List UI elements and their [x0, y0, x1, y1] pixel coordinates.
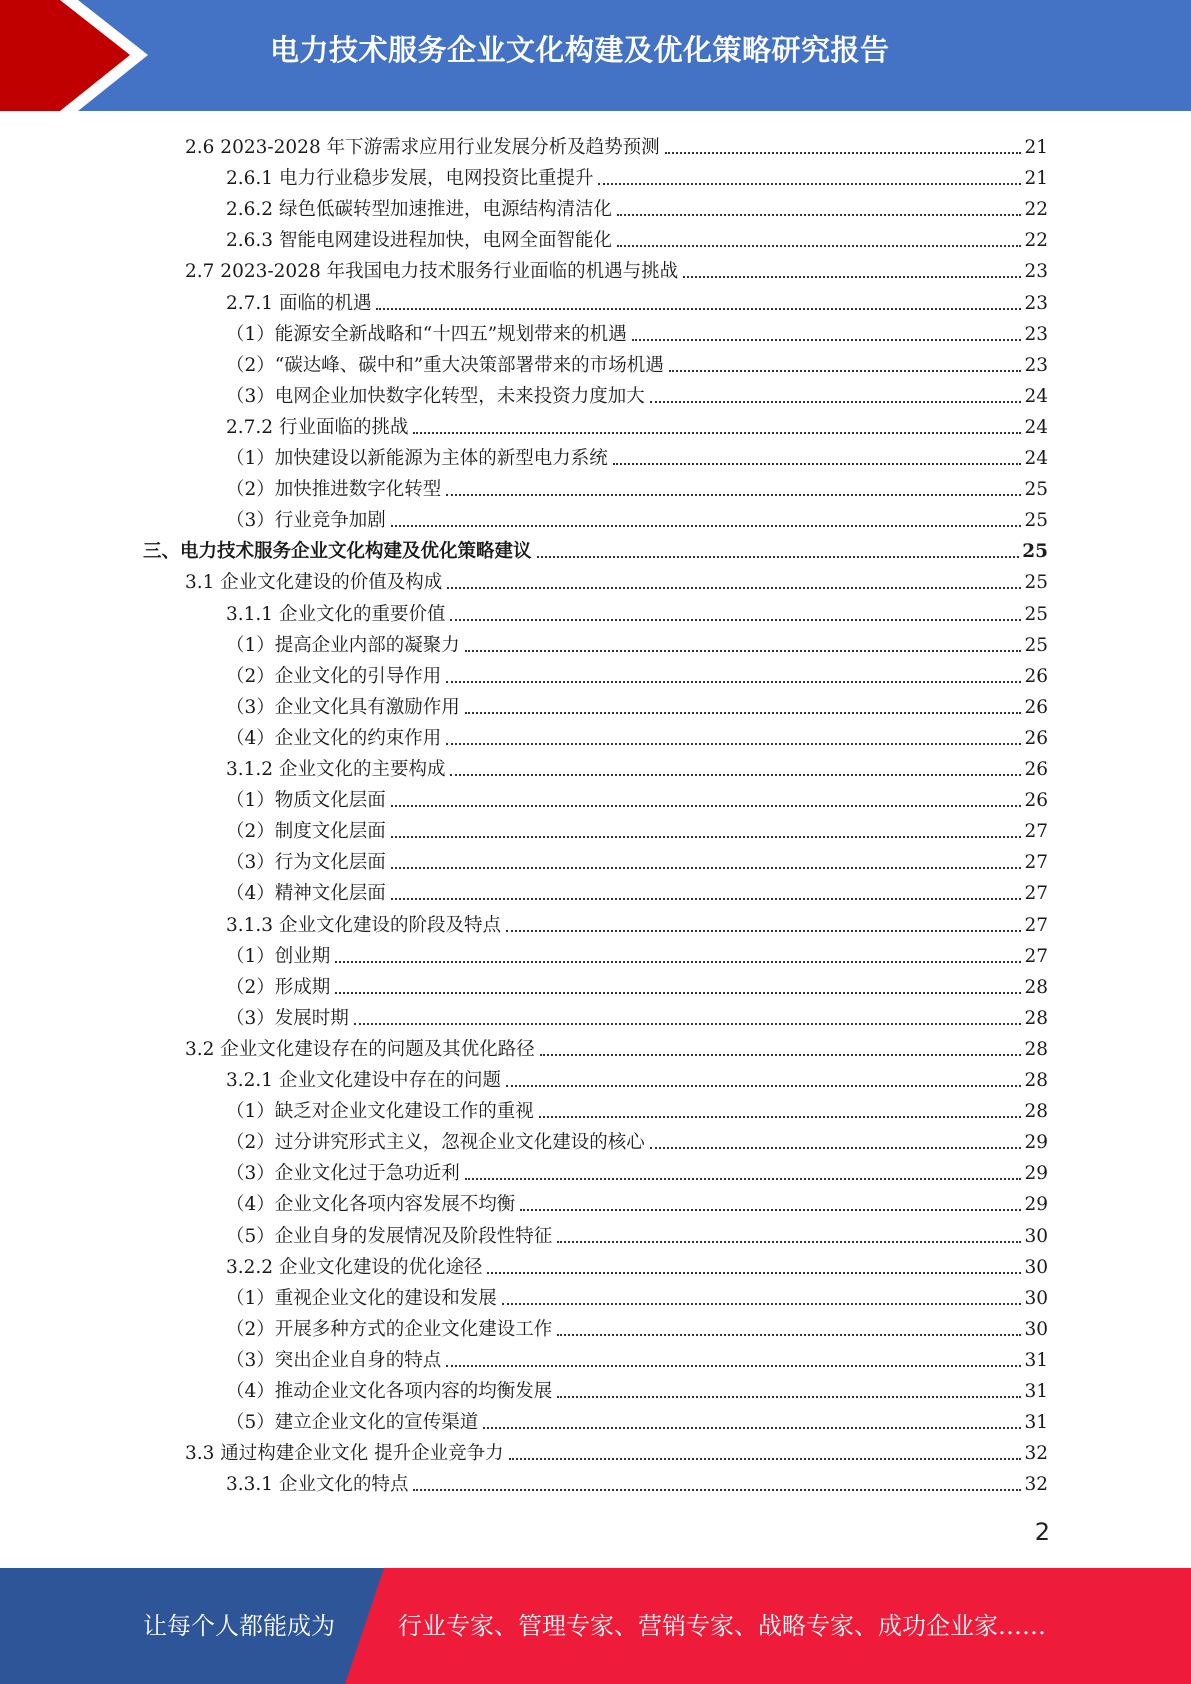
toc-entry-title: 2.6 2023-2028 年下游需求应用行业发展分析及趋势预测	[185, 137, 660, 158]
toc-entry-title: （1）创业期	[226, 945, 331, 967]
toc-entry[interactable]	[185, 1030, 1048, 1061]
report-title: 电力技术服务企业文化构建及优化策略研究报告	[270, 33, 890, 67]
toc-entry-title: （5）建立企业文化的宣传渠道	[226, 1412, 479, 1434]
toc-dot-leader	[509, 1457, 1022, 1460]
toc-dot-leader	[465, 1177, 1022, 1180]
toc-entry-title: （1）重视企业文化的建设和发展	[226, 1287, 497, 1309]
toc-entry-page: 31	[1024, 1381, 1048, 1402]
toc-entry-page: 28	[1024, 1038, 1048, 1060]
toc-entry-page: 28	[1024, 1101, 1048, 1123]
toc-dot-leader	[557, 1395, 1021, 1398]
toc-entry-page: 25	[1024, 479, 1048, 501]
toc-dot-leader	[450, 773, 1021, 776]
toc-entry-title: （2）企业文化的引导作用	[226, 665, 442, 687]
toc-entry-page: 24	[1024, 448, 1048, 469]
toc-entry[interactable]	[226, 439, 1048, 470]
toc-entry-title: （3）企业文化过于急功近利	[226, 1163, 460, 1185]
toc-dot-leader	[446, 1364, 1021, 1367]
toc-entry[interactable]	[226, 190, 1048, 221]
toc-dot-leader	[632, 338, 1022, 341]
toc-entry-title: 3.1.3 企业文化建设的阶段及特点	[226, 914, 501, 936]
toc-entry-page: 32	[1024, 1443, 1048, 1465]
toc-entry-page: 23	[1024, 261, 1048, 283]
toc-dot-leader	[391, 835, 1022, 838]
toc-entry[interactable]	[226, 346, 1048, 377]
toc-entry-title: （4）精神文化层面	[226, 883, 386, 905]
toc-entry-title: 3.2.2 企业文化建设的优化途径	[226, 1256, 483, 1278]
footer-slogan-left: 让每个人都能成为	[143, 1612, 335, 1640]
toc-dot-leader	[557, 1240, 1021, 1243]
toc-entry-page: 25	[1024, 510, 1048, 532]
toc-dot-leader	[683, 275, 1021, 278]
toc-entry-page: 29	[1024, 1163, 1048, 1185]
toc-dot-leader	[450, 618, 1021, 621]
toc-entry-title: （2）形成期	[226, 976, 331, 998]
toc-entry[interactable]	[226, 501, 1048, 532]
toc-entry-title: 2.6.3 智能电网建设进程加快，电网全面智能化	[226, 230, 612, 252]
toc-entry-page: 26	[1024, 665, 1048, 687]
toc-entry[interactable]	[226, 1248, 1048, 1279]
toc-entry-page: 23	[1024, 323, 1048, 345]
toc-entry-title: （3）行业竞争加剧	[226, 510, 386, 532]
toc-entry-page: 27	[1024, 821, 1048, 843]
toc-dot-leader	[617, 244, 1021, 247]
toc-entry-page: 27	[1024, 883, 1048, 905]
toc-entry[interactable]	[226, 1310, 1048, 1341]
toc-entry[interactable]	[226, 1465, 1048, 1496]
toc-entry[interactable]	[226, 1403, 1048, 1434]
toc-dot-leader	[391, 897, 1022, 900]
toc-entry[interactable]	[185, 563, 1048, 594]
toc-entry-title: 2.7.2 行业面临的挑战	[226, 416, 409, 438]
toc-entry-page: 30	[1024, 1256, 1048, 1278]
toc-entry[interactable]	[226, 1154, 1048, 1185]
toc-entry-title: （1）物质文化层面	[226, 790, 386, 812]
toc-entry-title: （1）能源安全新战略和“十四五”规划带来的机遇	[226, 323, 627, 345]
toc-entry[interactable]	[226, 595, 1048, 626]
toc-entry[interactable]	[226, 1061, 1048, 1092]
toc-entry-title: 3.3 通过构建企业文化 提升企业竞争力	[185, 1443, 504, 1465]
toc-dot-leader	[502, 1302, 1022, 1305]
toc-entry-title: 3.2.1 企业文化建设中存在的问题	[226, 1070, 501, 1091]
toc-dot-leader	[539, 1115, 1022, 1118]
toc-entry[interactable]	[226, 626, 1048, 657]
toc-entry-page: 26	[1024, 759, 1048, 780]
toc-dot-leader	[335, 960, 1021, 963]
toc-dot-leader	[613, 462, 1022, 465]
toc-dot-leader	[506, 1084, 1021, 1087]
toc-entry-page: 27	[1024, 914, 1048, 936]
toc-dot-leader	[650, 400, 1022, 403]
toc-entry-title: （3）行为文化层面	[226, 852, 386, 874]
toc-entry[interactable]	[226, 221, 1048, 252]
toc-entry[interactable]	[226, 781, 1048, 812]
toc-entry-title: 三、电力技术服务企业文化构建及优化策略建议	[143, 541, 532, 563]
toc-entry[interactable]	[226, 750, 1048, 781]
toc-entry[interactable]	[226, 719, 1048, 750]
toc-entry[interactable]	[226, 159, 1048, 190]
toc-entry-title: （2）过分讲究形式主义，忽视企业文化建设的核心	[226, 1132, 645, 1154]
toc-entry-page: 26	[1024, 727, 1048, 749]
toc-entry-title: （1）加快建设以新能源为主体的新型电力系统	[226, 448, 608, 469]
toc-dot-leader	[617, 213, 1021, 216]
toc-entry-title: （3）突出企业自身的特点	[226, 1349, 442, 1371]
toc-entry-title: （3）企业文化具有激励作用	[226, 696, 460, 718]
toc-dot-leader	[537, 555, 1020, 558]
toc-entry[interactable]	[226, 843, 1048, 874]
toc-entry-page: 24	[1024, 385, 1048, 407]
toc-entry-page: 22	[1024, 199, 1048, 221]
toc-entry-title: （4）企业文化各项内容发展不均衡	[226, 1194, 516, 1216]
toc-dot-leader	[447, 586, 1021, 589]
toc-entry-page: 22	[1024, 230, 1048, 252]
toc-entry-title: （4）推动企业文化各项内容的均衡发展	[226, 1381, 553, 1402]
toc-entry-title: 3.1 企业文化建设的价值及构成	[185, 572, 443, 594]
toc-dot-leader	[413, 1488, 1021, 1491]
toc-dot-leader	[483, 1426, 1021, 1429]
toc-dot-leader	[391, 804, 1022, 807]
toc-entry-page: 30	[1024, 1318, 1048, 1340]
toc-entry-title: （2）制度文化层面	[226, 821, 386, 843]
toc-dot-leader	[487, 1271, 1021, 1274]
toc-entry[interactable]	[226, 688, 1048, 719]
page-header	[0, 0, 1191, 111]
toc-dot-leader	[540, 1053, 1022, 1056]
toc-dot-leader	[557, 1333, 1021, 1336]
toc-entry-page: 25	[1022, 541, 1048, 563]
toc-entry[interactable]	[226, 999, 1048, 1030]
toc-entry[interactable]	[226, 906, 1048, 937]
toc-dot-leader	[446, 680, 1021, 683]
toc-dot-leader	[665, 151, 1022, 154]
toc-entry[interactable]	[226, 1123, 1048, 1154]
toc-entry-title: 2.7 2023-2028 年我国电力技术服务行业面临的机遇与挑战	[185, 261, 679, 283]
toc-entry-page: 27	[1024, 945, 1048, 967]
page-number: 2	[1034, 1518, 1050, 1546]
toc-entry-page: 25	[1024, 634, 1048, 656]
toc-entry-page: 23	[1024, 292, 1048, 314]
toc-entry[interactable]	[226, 1217, 1048, 1248]
toc-entry[interactable]	[226, 937, 1048, 968]
footer-slogan-right: 行业专家、管理专家、营销专家、战略专家、成功企业家……	[398, 1612, 1046, 1640]
toc-entry-page: 29	[1024, 1132, 1048, 1154]
toc-entry-title: 3.1.2 企业文化的主要构成	[226, 759, 446, 780]
toc-entry[interactable]	[226, 1185, 1048, 1216]
toc-entry[interactable]	[226, 874, 1048, 905]
toc-dot-leader	[354, 1022, 1022, 1025]
toc-entry-title: 2.6.1 电力行业稳步发展，电网投资比重提升	[226, 168, 594, 190]
toc-entry-page: 30	[1024, 1225, 1048, 1247]
toc-entry-page: 25	[1024, 572, 1048, 594]
toc-entry-title: （2）开展多种方式的企业文化建设工作	[226, 1318, 553, 1340]
toc-entry-title: （1）缺乏对企业文化建设工作的重视	[226, 1101, 534, 1123]
toc-entry-page: 28	[1024, 976, 1048, 998]
page-footer	[0, 1568, 1191, 1684]
toc-dot-leader	[446, 742, 1021, 745]
toc-entry-page: 26	[1024, 696, 1048, 718]
toc-dot-leader	[391, 866, 1022, 869]
toc-dot-leader	[465, 649, 1022, 652]
toc-dot-leader	[650, 1146, 1022, 1149]
toc-entry[interactable]	[185, 252, 1048, 283]
toc-entry[interactable]	[226, 1341, 1048, 1372]
toc-entry[interactable]	[185, 1434, 1048, 1465]
toc-entry[interactable]	[185, 128, 1048, 159]
toc-entry[interactable]	[226, 968, 1048, 999]
toc-entry-title: （1）提高企业内部的凝聚力	[226, 634, 460, 656]
toc-entry[interactable]	[226, 657, 1048, 688]
toc-entry-page: 31	[1024, 1349, 1048, 1371]
toc-dot-leader	[335, 991, 1021, 994]
toc-entry-title: 2.6.2 绿色低碳转型加速推进，电源结构清洁化	[226, 199, 612, 221]
toc-entry-title: （3）发展时期	[226, 1007, 349, 1029]
toc-entry[interactable]	[226, 1279, 1048, 1310]
toc-entry[interactable]	[226, 315, 1048, 346]
toc-dot-leader	[413, 431, 1021, 434]
toc-dot-leader	[465, 711, 1022, 714]
toc-entry[interactable]	[226, 284, 1048, 315]
toc-entry-page: 27	[1024, 852, 1048, 874]
toc-dot-leader	[520, 1208, 1021, 1211]
toc-entry-title: （2）加快推进数字化转型	[226, 479, 442, 501]
toc-entry-page: 23	[1024, 354, 1048, 376]
toc-entry-title: 3.1.1 企业文化的重要价值	[226, 603, 446, 625]
toc-entry-page: 26	[1024, 790, 1048, 812]
toc-entry-title: （4）企业文化的约束作用	[226, 727, 442, 749]
toc-dot-leader	[446, 493, 1021, 496]
toc-entry-page: 21	[1024, 137, 1048, 158]
toc-entry[interactable]	[226, 408, 1048, 439]
toc-entry-page: 29	[1024, 1194, 1048, 1216]
toc-dot-leader	[598, 182, 1021, 185]
toc-entry[interactable]	[143, 532, 1048, 563]
toc-entry-title: （2）“碳达峰、碳中和”重大决策部署带来的市场机遇	[226, 354, 664, 376]
toc-entry[interactable]	[226, 1372, 1048, 1403]
toc-entry-page: 24	[1024, 416, 1048, 438]
toc-entry-title: （3）电网企业加快数字化转型，未来投资力度加大	[226, 385, 645, 407]
toc-entry-page: 32	[1024, 1474, 1048, 1496]
toc-entry-page: 30	[1024, 1287, 1048, 1309]
toc-dot-leader	[669, 369, 1022, 372]
toc-entry-page: 28	[1024, 1007, 1048, 1029]
toc-entry-page: 21	[1024, 168, 1048, 190]
toc-entry-page: 28	[1024, 1070, 1048, 1091]
toc-entry[interactable]	[226, 377, 1048, 408]
toc-dot-leader	[376, 307, 1021, 310]
toc-entry-title: 2.7.1 面临的机遇	[226, 292, 372, 314]
toc-entry-title: （5）企业自身的发展情况及阶段性特征	[226, 1225, 553, 1247]
toc-entry[interactable]	[226, 1092, 1048, 1123]
toc-entry[interactable]	[226, 812, 1048, 843]
toc-dot-leader	[506, 929, 1021, 932]
toc-dot-leader	[391, 524, 1022, 527]
toc-entry-page: 25	[1024, 603, 1048, 625]
toc-entry[interactable]	[226, 470, 1048, 501]
toc-entry-title: 3.2 企业文化建设存在的问题及其优化路径	[185, 1038, 535, 1060]
toc-entry-title: 3.3.1 企业文化的特点	[226, 1474, 409, 1496]
toc-entry-page: 31	[1024, 1412, 1048, 1434]
